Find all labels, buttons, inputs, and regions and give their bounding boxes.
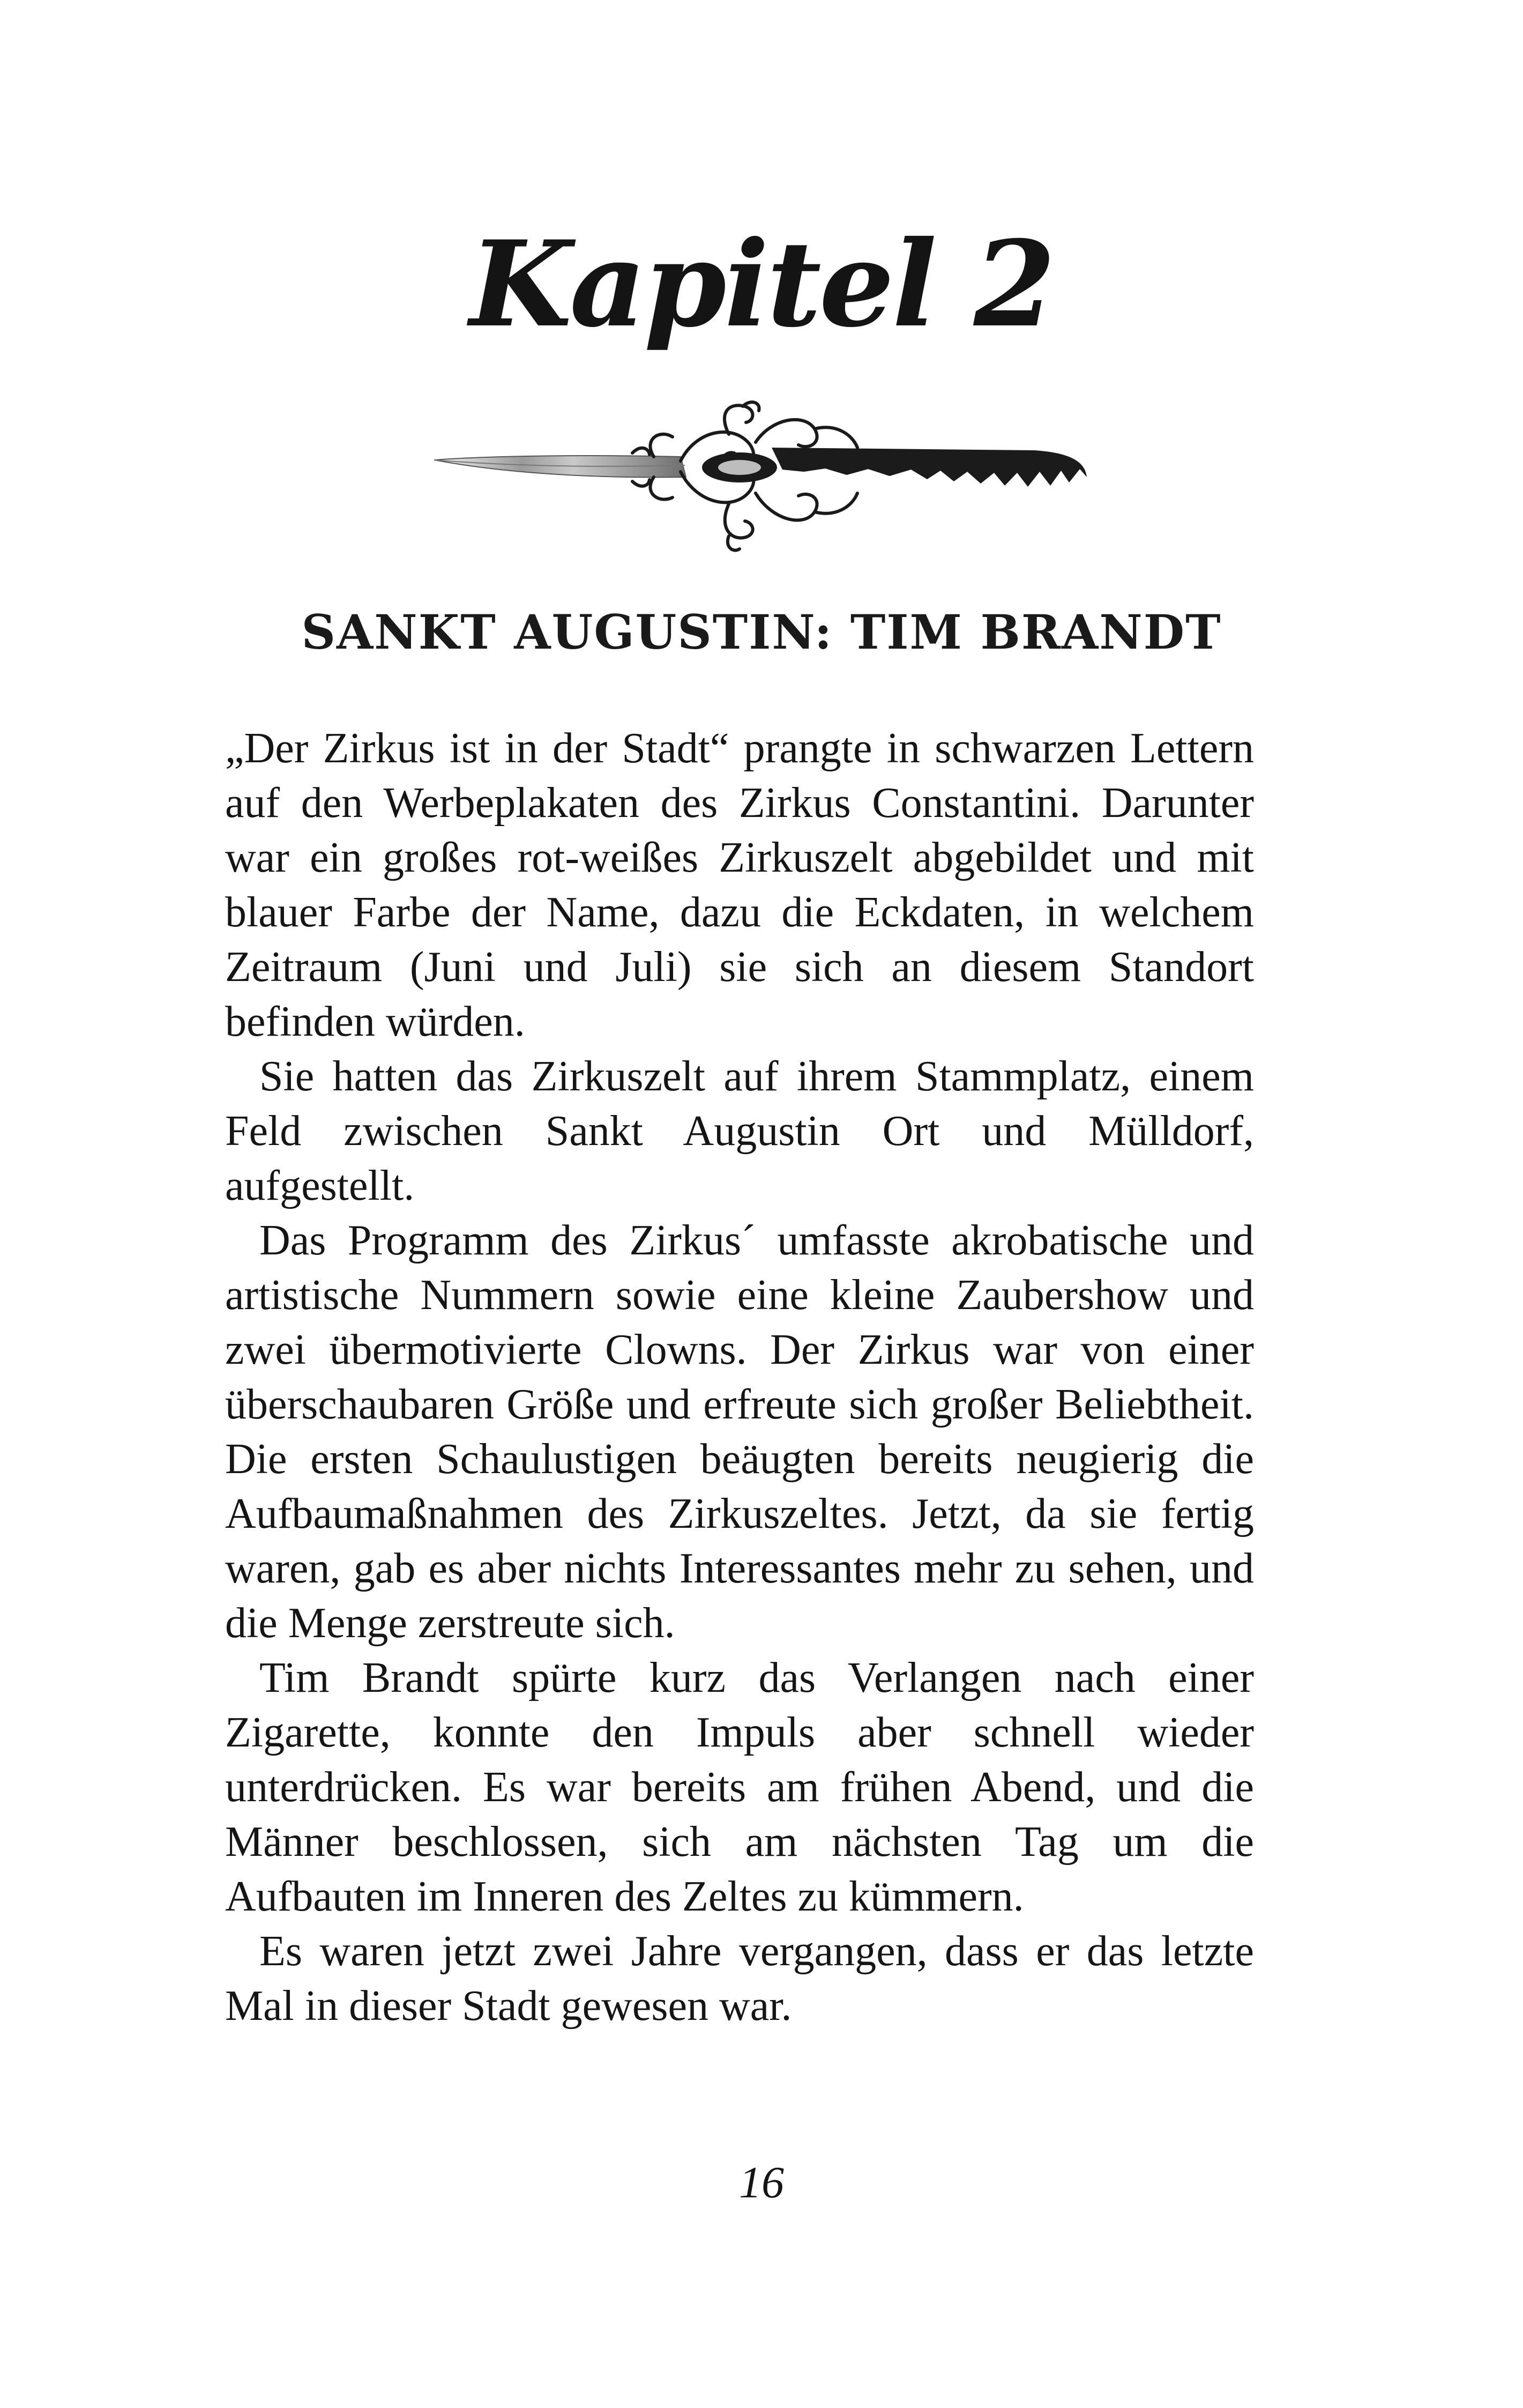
page-number: 16 [739,2158,784,2208]
paragraph: „Der Zirkus ist in der Stadt“ prangte in schwarzen Lettern auf den Werbeplakaten des Zirkus Constantini. Darunter war ein großes rot-weißes Zirkuszelt abgebildet und mit blauer Farbe der Name, dazu die Eckdaten, in welchem Zeitraum (Juni und Juli) sie sich an diesem Standort befinden würden. [225,725,1254,1045]
dagger-ornament-icon [429,397,1093,558]
chapter-body [225,721,1254,2033]
chapter-title: Kapitel 2 [469,214,1054,353]
paragraph: Das Programm des Zirkus´ umfasste akrobatische und artistische Nummern sowie eine kleine Zaubershow und zwei übermotivierte Clowns. Der Zirkus war von einer überschaubaren Größe und erfreute sich großer Beliebtheit. Die ersten Schaulustigen beäugten bereits neugierig die Aufbaumaßnahmen des Zirkuszeltes. Jetzt, da sie fertig waren, gab es aber nichts Interessantes mehr zu sehen, und die Menge zerstreute sich. [225,1217,1254,1647]
chapter-subtitle: SANKT AUGUSTIN: TIM BRANDT [301,604,1222,660]
paragraph: Es waren jetzt zwei Jahre vergangen, dass er das letzte Mal in dieser Stadt gewesen war. [225,1928,1254,2030]
paragraph: Tim Brandt spürte kurz das Verlangen nach einer Zigarette, konnte den Impuls aber schnell wieder unterdrücken. Es war bereits am frühen Abend, und die Männer beschlossen, sich am nächsten Tag um die Aufbauten im Inneren des Zeltes zu kümmern. [225,1654,1254,1920]
paragraph: Sie hatten das Zirkuszelt auf ihrem Stammplatz, einem Feld zwischen Sankt Augustin Ort und Mülldorf, aufgestellt. [225,1053,1254,1209]
